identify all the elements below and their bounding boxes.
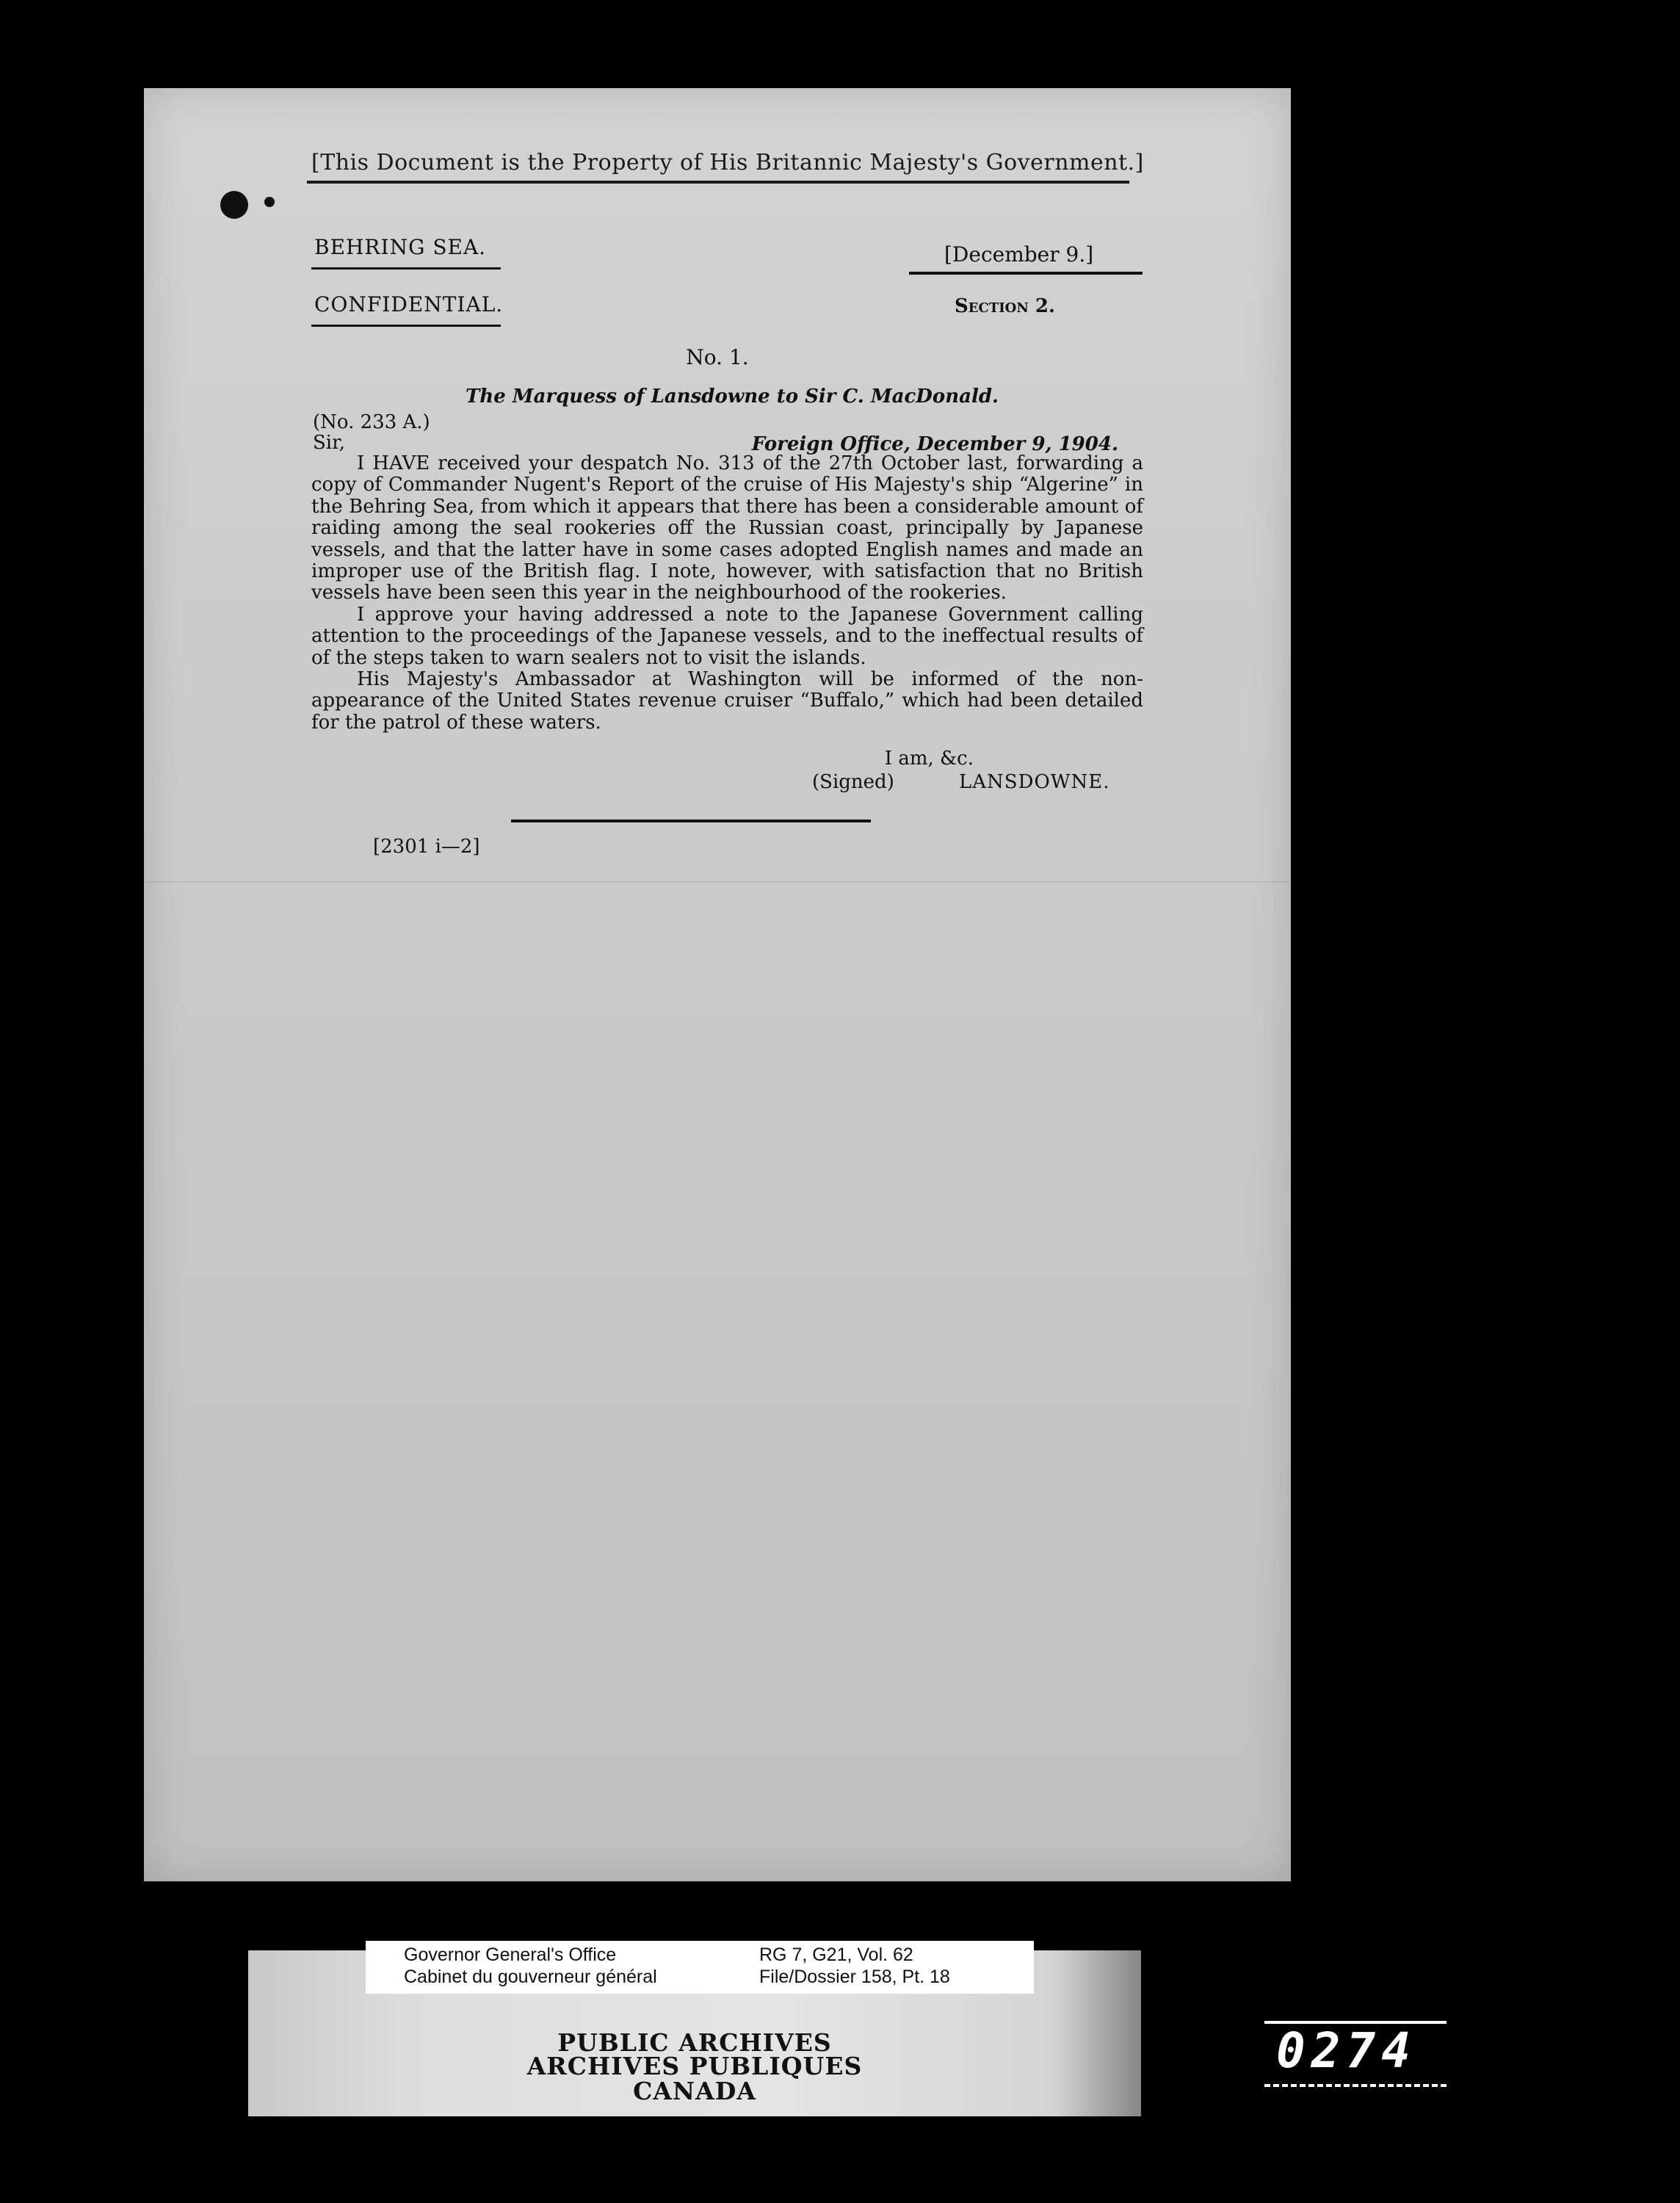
- ownership-banner: [This Document is the Property of His Britannic Majesty's Government.]: [311, 150, 1144, 176]
- end-rule: [511, 820, 871, 822]
- salutation: Sir,: [313, 432, 345, 454]
- institution-country: CANADA: [633, 2077, 756, 2105]
- closing: I am, &c.: [884, 748, 974, 770]
- place-date: Foreign Office, December 9, 1904.: [751, 433, 1118, 455]
- frame-number: 0274: [1276, 2022, 1416, 2079]
- file-reference: File/Dossier 158, Pt. 18: [759, 1967, 950, 1987]
- section-label: Section 2.: [955, 295, 1055, 317]
- document-title: The Marquess of Lansdowne to Sir C. MacDonald.: [465, 386, 999, 408]
- date-rule: [909, 272, 1143, 275]
- document-page: [144, 88, 1291, 1881]
- paragraph: I HAVE received your despatch No. 313 of the 27th October last, forwarding a copy of Commander Nugent's Report of the cruise of His Majesty's ship “Algerine” in the Behring Sea, from which it appears that there has been a considerable amount of raiding among the seal rookeries off the Russian coast, principally by Japanese vessels, and that the latter have in some cases adopted English names and made an improper use of the British flag. I note, however, with satisfaction that no British vessels have been seen this year in the neighbourhood of the rookeries.: [311, 452, 1143, 604]
- signatory: LANSDOWNE.: [959, 771, 1110, 793]
- record-group: RG 7, G21, Vol. 62: [759, 1945, 913, 1965]
- classification-heading: CONFIDENTIAL.: [314, 292, 504, 316]
- print-code: [2301 i—2]: [373, 836, 480, 858]
- office-french: Cabinet du gouverneur général: [404, 1967, 657, 1987]
- institution-french: ARCHIVES PUBLIQUES: [526, 2052, 863, 2080]
- paragraph: I approve your having addressed a note to the Japanese Government calling attention to the proceedings of the Japanese vessels, and to the ineffectual results of of the steps taken to warn sealers not to visit the islands.: [311, 603, 1143, 669]
- office-english: Governor General's Office: [404, 1945, 617, 1965]
- letter-body: [311, 453, 1143, 734]
- subject-heading: BEHRING SEA.: [314, 235, 487, 259]
- subject-rule: [311, 267, 501, 270]
- institution-english: PUBLIC ARCHIVES: [557, 2028, 832, 2057]
- ink-blot: [220, 191, 248, 219]
- banner-underline: [307, 181, 1129, 184]
- paragraph: His Majesty's Ambassador at Washington will be informed of the non-appearance of the United States revenue cruiser “Buffalo,” which had been detailed for the patrol of these waters.: [311, 668, 1143, 734]
- document-number: No. 1.: [686, 345, 749, 369]
- reference-number: (No. 233 A.): [313, 411, 430, 433]
- date-tag: [December 9.]: [944, 242, 1094, 267]
- classification-rule: [311, 325, 501, 327]
- ink-blot: [264, 197, 275, 207]
- signed-label: (Signed): [812, 771, 894, 793]
- page-fold-line: [144, 881, 1291, 883]
